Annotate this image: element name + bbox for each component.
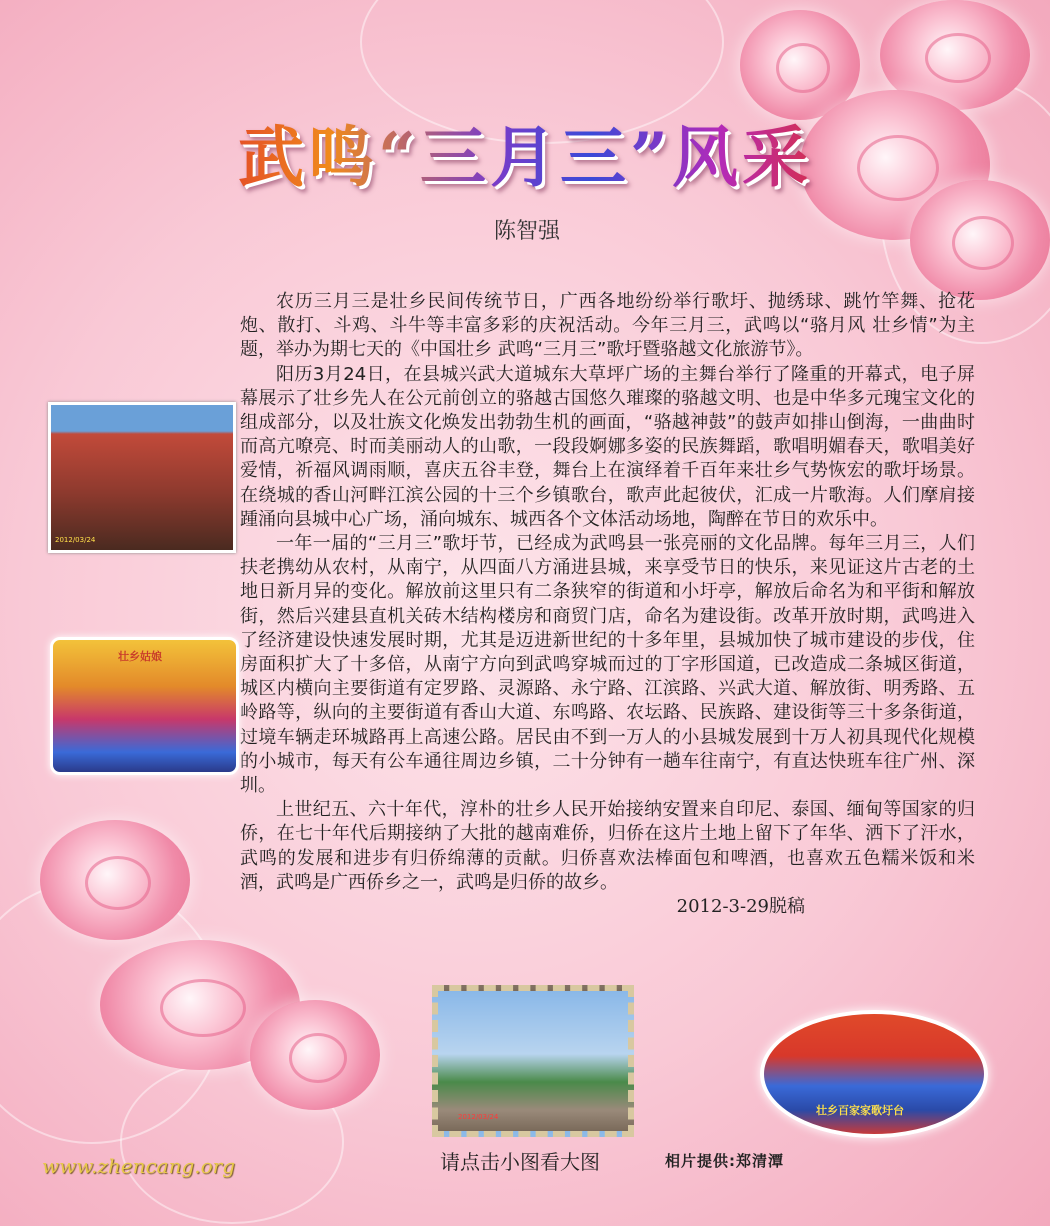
rose-decoration (910, 180, 1050, 300)
photo-credit: 相片提供:郑清潭 (665, 1152, 784, 1170)
rose-decoration (250, 1000, 380, 1110)
click-hint: 请点击小图看大图 (440, 1150, 600, 1174)
author-name: 陈智强 (494, 219, 561, 244)
rose-decoration (40, 820, 190, 940)
paragraph: 阳历3月24日，在县城兴武大道城东大草坪广场的主舞台举行了隆重的开幕式，电子屏幕展示了壮乡先人在公元前创立的骆越古国悠久璀璨的骆越文明、也是中华多元瑰宝文化的组成部分，以及壮族文化焕发出勃勃生机的画面，“骆越神鼓”的鼓声如排山倒海，一曲曲时而高亢嘹亮、时而美丽动人的山歌，一段段婀娜多姿的民族舞蹈，歌唱明媚春天，歌唱美好爱情，祈福风调雨顺，喜庆五谷丰登，舞台上在演绎着千百年来壮乡气势恢宏的歌圩场景。在绕城的香山河畔江滨公园的十三个乡镇歌台，歌声此起彼伏，汇成一片歌海。人们摩肩接踵涌向县城中心广场，涌向城东、城西各个文体活动场地，陶醉在节日的欢乐中。 (240, 363, 975, 530)
paragraph: 上世纪五、六十年代，淳朴的壮乡人民开始接纳安置来自印尼、泰国、缅甸等国家的归侨，在七十年代后期接纳了大批的越南难侨，归侨在这片土地上留下了年华、洒下了汗水，武鸣的发展和进步有归侨绵薄的贡献。归侨喜欢法棒面包和啤酒，也喜欢五色糯米饭和米酒，武鸣是广西侨乡之一，武鸣是归侨的故乡。 (240, 799, 975, 893)
photo-caption: 壮乡百家家歌圩台 (816, 1104, 904, 1117)
manuscript-date: 2012-3-29脱稿 (676, 896, 805, 918)
photo-thumbnail-street[interactable] (432, 985, 634, 1137)
paragraph: 农历三月三是壮乡民间传统节日，广西各地纷纷举行歌圩、抛绣球、跳竹竿舞、抢花炮、散打、斗鸡、斗牛等丰富多彩的庆祝活动。今年三月三，武鸣以“骆月风 壮乡情”为主题，举办为期七天的《中国壮乡 武鸣“三月三”歌圩暨骆越文化旅游节》。 (240, 291, 975, 361)
photo-thumbnail-stage[interactable] (760, 1010, 988, 1138)
paragraph: 一年一届的“三月三”歌圩节，已经成为武鸣县一张亮丽的文化品牌。每年三月三，人们扶老携幼从农村，从南宁，从四面八方涌进县城，来享受节日的快乐，来见证这片古老的土地日新月异的变化。解放前这里只有二条狭窄的街道和小圩亭，解放后命名为和平街和解放街，然后兴建县直机关砖木结构楼房和商贸门店，命名为建设街。改革开放时期，武鸣进入了经济建设快速发展时期，尤其是迈进新世纪的十多年里，县城加快了城市建设的步伐，住房面积扩大了十多倍，从南宁方向到武鸣穿城而过的丁字形国道，已改造成二条城区街道，城区内横向主要街道有定罗路、灵源路、永宁路、江滨路、兴武大道、解放街、明秀路、五岭路等，纵向的主要街道有香山大道、东鸣路、农坛路、民族路、建设街等三十多条街道，过境车辆走环城路再上高速公路。居民由不到一万人的小县城发展到十万人初具现代化规模的小城市，每天有公车通往周边乡镇，二十分钟有一趟车往南宁，有直达快班车往广州、深圳。 (240, 533, 975, 797)
site-watermark: www.zhencang.org (42, 1154, 236, 1178)
photo-caption: 2012/03/24 (55, 536, 96, 544)
photo-caption: 2012/03/24 (458, 1113, 499, 1121)
article-body (240, 290, 975, 919)
photo-caption: 壮乡姑娘 (118, 650, 162, 663)
photo-thumbnail-banquet[interactable] (48, 402, 236, 553)
photo-thumbnail-zhuang-girls[interactable] (50, 637, 239, 775)
page-title: 武鸣“三月三”风采 (200, 104, 850, 199)
